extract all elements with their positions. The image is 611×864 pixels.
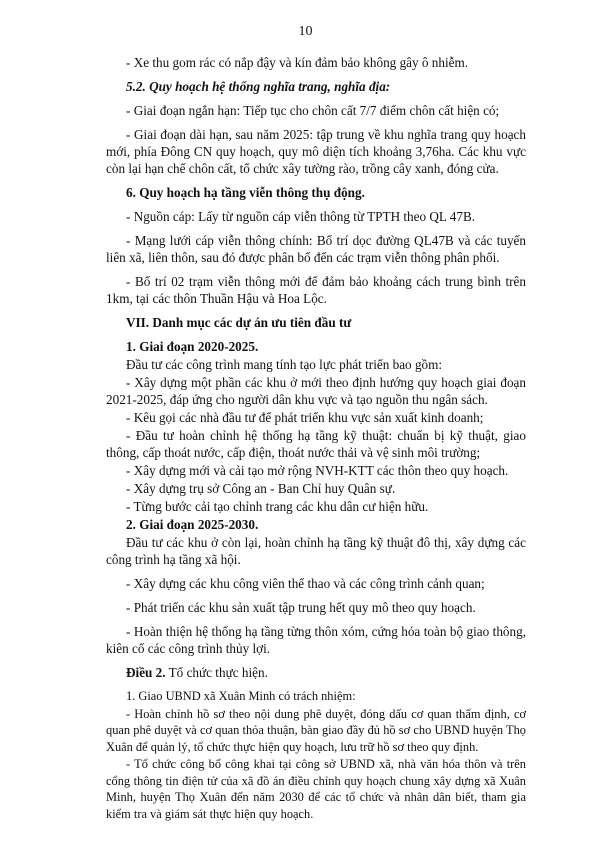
paragraph: - Phát triển các khu sản xuất tập trung hết quy mô theo quy hoạch. — [126, 600, 476, 615]
section-heading: 6. Quy hoạch hạ tầng viễn thông thụ động. — [126, 185, 365, 200]
paragraph: - Xây dựng các khu công viên thể thao và các công trình cảnh quan; — [126, 576, 485, 591]
paragraph: - Xây dựng một phần các khu ở mới theo định hướng quy hoạch giai đoạn 2021-2025, đáp ứng cho người dân khu vực và tạo nguồn thu ngân sách. — [106, 375, 526, 407]
subsection-heading: 1. Giai đoạn 2020-2025. — [126, 339, 259, 354]
paragraph: - Đầu tư hoàn chỉnh hệ thống hạ tầng kỹ thuật: chuẩn bị kỹ thuật, giao thông, cấp thoát nước, cấp điện, thoát nước thải và vệ sinh môi trường; — [106, 428, 526, 460]
paragraph: - Xe thu gom rác có nắp đậy và kín đảm bảo không gây ô nhiễm. — [126, 55, 469, 70]
section-heading: 5.2. Quy hoạch hệ thống nghĩa trang, nghĩa địa: — [126, 79, 391, 94]
paragraph: - Hoàn thiện hệ thống hạ tầng từng thôn xóm, cứng hóa toàn bộ giao thông, kiên cố các công trình thủy lợi. — [106, 624, 526, 656]
paragraph: - Từng bước cải tạo chỉnh trang các khu dân cư hiện hữu. — [126, 499, 429, 514]
paragraph: - Bố trí 02 trạm viễn thông mới để đảm bảo khoảng cách trung bình trên 1km, tại các thôn Thuần Hậu và Hoa Lộc. — [106, 274, 526, 306]
paragraph: 1. Giao UBND xã Xuân Minh có trách nhiệm: — [126, 689, 356, 703]
paragraph: - Xây dựng mới và cải tạo mở rộng NVH-KTT các thôn theo quy hoạch. — [126, 463, 509, 478]
article-heading — [106, 664, 526, 681]
document-body — [106, 54, 526, 823]
paragraph: - Xây dựng trụ sở Công an - Ban Chỉ huy Quân sự. — [126, 481, 396, 496]
paragraph: Đầu tư các khu ở còn lại, hoàn chỉnh hạ tầng kỹ thuật đô thị, xây dựng các công trình hạ tầng xã hội. — [106, 535, 526, 567]
page-number: 10 — [298, 24, 313, 39]
paragraph: - Mạng lưới cáp viễn thông chính: Bố trí dọc đường QL47B và các tuyến liên xã, liên thôn, sau đó được phân bố đến các trạm viễn thông phân phối. — [106, 233, 526, 265]
article-title: Tổ chức thực hiện. — [165, 665, 268, 680]
paragraph: - Giai đoạn dài hạn, sau năm 2025: tập trung về khu nghĩa trang quy hoạch mới, phía Đông CN quy hoạch, quy mô diện tích khoảng 3,76ha. Các khu vực còn lại hạn chế chôn cất, tổ chức xây tường rào, trồng cây xanh, đóng cửa. — [106, 127, 526, 176]
paragraph: - Kêu gọi các nhà đầu tư để phát triển khu vực sản xuất kinh doanh; — [126, 410, 484, 425]
subsection-heading: 2. Giai đoạn 2025-2030. — [126, 517, 259, 532]
paragraph: Đầu tư các công trình mang tính tạo lực phát triển bao gồm: — [126, 357, 443, 372]
section-heading: VII. Danh mục các dự án ưu tiên đầu tư — [126, 315, 352, 330]
paragraph: - Tổ chức công bố công khai tại công sở UBND xã, nhà văn hóa thôn và trên cổng thông tin điện tử của xã đồ án điều chỉnh quy hoạch chung xây dựng xã Xuân Minh, huyện Thọ Xuân đến năm 2030 để các tổ chức và nhân dân biết, tham gia kiểm tra và giám sát thực hiện quy hoạch. — [106, 757, 526, 821]
article-label: Điều 2. — [126, 665, 166, 680]
paragraph: - Giai đoạn ngắn hạn: Tiếp tục cho chôn cất 7/7 điểm chôn cất hiện có; — [126, 103, 500, 118]
paragraph: - Nguồn cáp: Lấy từ nguồn cáp viễn thông từ TPTH theo QL 47B. — [126, 209, 476, 224]
paragraph: - Hoàn chỉnh hồ sơ theo nội dung phê duyệt, đóng dấu cơ quan thẩm định, cơ quan phê duyệt và cơ quan thỏa thuận, bàn giao đầy đủ hồ sơ cho UBND huyện Thọ Xuân để quản lý, tổ chức thực hiện quy hoạch, lưu trữ hồ sơ theo quy định. — [106, 706, 526, 754]
